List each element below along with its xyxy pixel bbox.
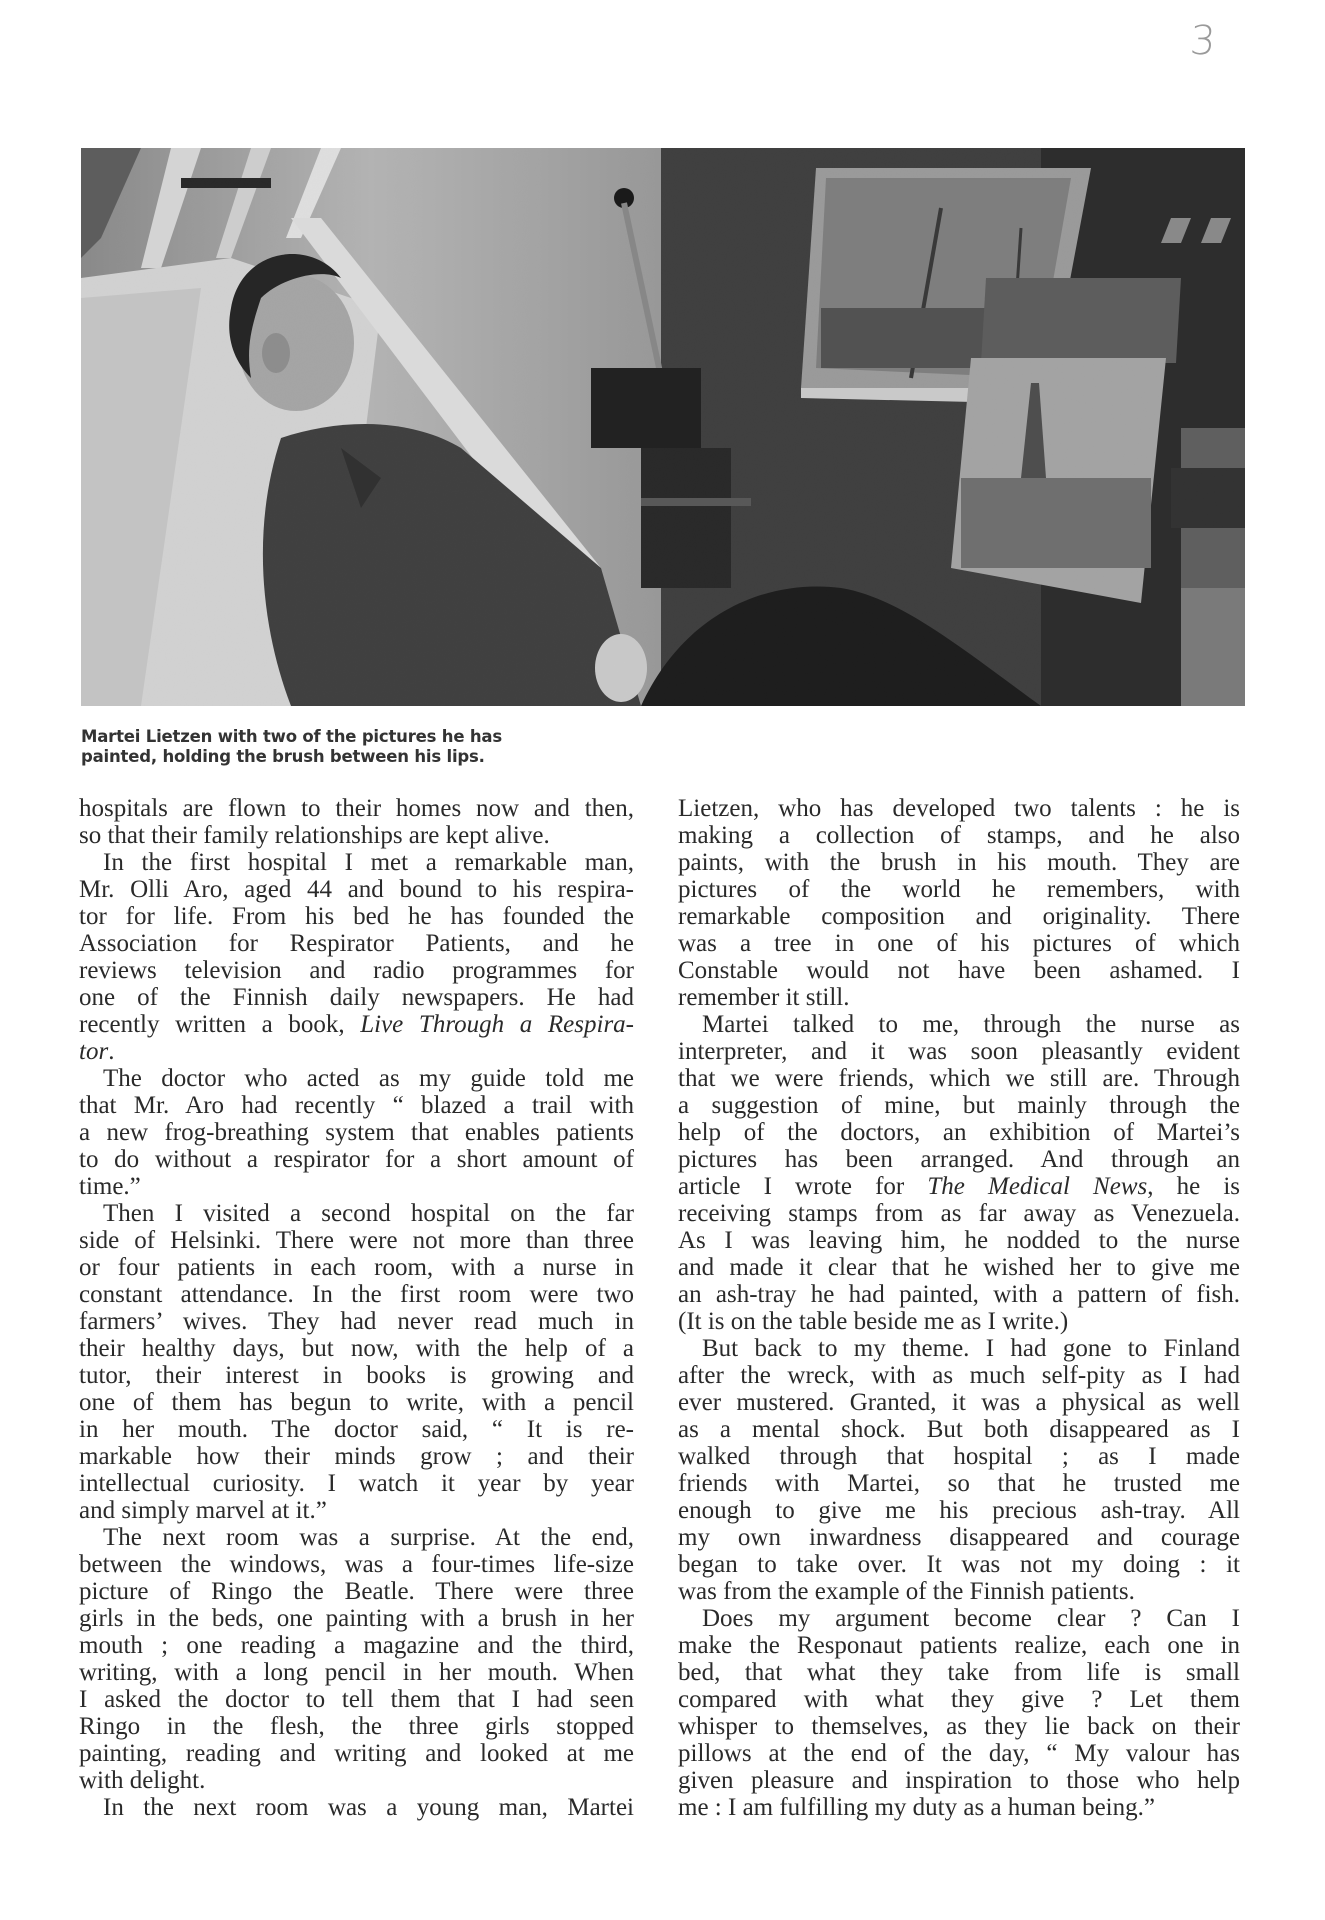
text-line: with delight. xyxy=(79,1767,206,1794)
text-line: compared with what they give ? Let them xyxy=(678,1686,1240,1713)
text-line: tor for life. From his bed he has founded the xyxy=(79,903,634,930)
text-line: friends with Martei, so that he trusted me xyxy=(678,1470,1240,1497)
text-line: pictures has been arranged. And through an xyxy=(678,1146,1240,1173)
text-line: that we were friends, which we still are. Through xyxy=(678,1065,1240,1092)
text-line: pictures of the world he remembers, with xyxy=(678,876,1240,903)
text-line: a suggestion of mine, but mainly through the xyxy=(678,1092,1240,1119)
text-line: after the wreck, with as much self-pity as I had xyxy=(678,1362,1240,1389)
caption-line: painted, holding the brush between his lips. xyxy=(81,747,485,766)
text-line: between the windows, was a four-times life-size xyxy=(79,1551,634,1578)
text-line: constant attendance. In the first room were two xyxy=(79,1281,634,1308)
text-line: in her mouth. The doctor said, “ It is re- xyxy=(79,1416,634,1443)
italic-title: Live Through a Respira- xyxy=(360,1011,634,1038)
text-line: remarkable composition and originality. There xyxy=(678,903,1240,930)
text-segment: . xyxy=(108,1038,115,1065)
text-line: The doctor who acted as my guide told me xyxy=(103,1065,634,1092)
text-line: interpreter, and it was soon pleasantly evident xyxy=(678,1038,1240,1065)
text-line: Association for Respirator Patients, and he xyxy=(79,930,634,957)
text-line: was a tree in one of his pictures of which xyxy=(678,930,1240,957)
text-line: I asked the doctor to tell them that I had seen xyxy=(79,1686,634,1713)
text-line: painting, reading and writing and looked at me xyxy=(79,1740,634,1767)
text-line: to do without a respirator for a short amount of xyxy=(79,1146,634,1173)
text-line: Martei talked to me, through the nurse as xyxy=(702,1011,1240,1038)
italic-title: The Medical News xyxy=(927,1173,1148,1200)
text-line: was from the example of the Finnish patients. xyxy=(678,1578,1135,1605)
text-line: remember it still. xyxy=(678,984,850,1011)
text-line: Then I visited a second hospital on the far xyxy=(103,1200,634,1227)
text-line: and simply marvel at it.” xyxy=(79,1497,327,1524)
text-line: paints, with the brush in his mouth. They are xyxy=(678,849,1240,876)
text-segment: recently written a book, xyxy=(79,1011,361,1038)
text-line: Mr. Olli Aro, aged 44 and bound to his respira- xyxy=(79,876,634,903)
text-line: Does my argument become clear ? Can I xyxy=(702,1605,1240,1632)
text-line: mouth ; one reading a magazine and the third, xyxy=(79,1632,634,1659)
text-line: In the first hospital I met a remarkable man, xyxy=(103,849,634,876)
text-line: tutor, their interest in books is growing and xyxy=(79,1362,634,1389)
text-line: their healthy days, but now, with the help of a xyxy=(79,1335,634,1362)
text-line: girls in the beds, one painting with a brush in her xyxy=(79,1605,634,1632)
text-line: or four patients in each room, with a nurse in xyxy=(79,1254,634,1281)
text-line xyxy=(79,1038,634,1065)
text-line: side of Helsinki. There were not more than three xyxy=(79,1227,634,1254)
article-column-left xyxy=(79,795,634,1821)
text-line: enough to give me his precious ash-tray. All xyxy=(678,1497,1240,1524)
text-line xyxy=(79,1011,634,1038)
text-line: make the Responaut patients realize, each one in xyxy=(678,1632,1240,1659)
text-line: markable how their minds grow ; and their xyxy=(79,1443,634,1470)
text-line: farmers’ wives. They had never read much in xyxy=(79,1308,634,1335)
photo-caption xyxy=(81,727,641,767)
text-line: bed, that what they take from life is small xyxy=(678,1659,1240,1686)
text-segment: article I wrote for xyxy=(678,1173,928,1200)
text-line: my own inwardness disappeared and courage xyxy=(678,1524,1240,1551)
text-line: and made it clear that he wished her to give me xyxy=(678,1254,1240,1281)
italic-title: tor xyxy=(79,1038,109,1065)
text-line: one of them has begun to write, with a pencil xyxy=(79,1389,634,1416)
text-line: time.” xyxy=(79,1173,141,1200)
text-line: receiving stamps from as far away as Venezuela. xyxy=(678,1200,1240,1227)
text-segment: , he is xyxy=(1147,1173,1240,1200)
text-line: writing, with a long pencil in her mouth. When xyxy=(79,1659,634,1686)
text-line: began to take over. It was not my doing : it xyxy=(678,1551,1240,1578)
text-line: Constable would not have been ashamed. I xyxy=(678,957,1240,984)
text-line: picture of Ringo the Beatle. There were three xyxy=(79,1578,634,1605)
text-line: (It is on the table beside me as I write.) xyxy=(678,1308,1069,1335)
text-line: But back to my theme. I had gone to Finland xyxy=(702,1335,1240,1362)
text-line: intellectual curiosity. I watch it year by year xyxy=(79,1470,634,1497)
text-line: As I was leaving him, he nodded to the nurse xyxy=(678,1227,1240,1254)
text-line: an ash-tray he had painted, with a pattern of fish. xyxy=(678,1281,1240,1308)
text-line: whisper to themselves, as they lie back on their xyxy=(678,1713,1240,1740)
text-line: ever mustered. Granted, it was a physical as well xyxy=(678,1389,1240,1416)
caption-line: Martei Lietzen with two of the pictures he has xyxy=(81,727,502,746)
page-number: 3 xyxy=(1188,18,1218,64)
text-line: reviews television and radio programmes for xyxy=(79,957,634,984)
text-line: Lietzen, who has developed two talents : he is xyxy=(678,795,1240,822)
text-line: that Mr. Aro had recently “ blazed a trail with xyxy=(79,1092,634,1119)
article-photo xyxy=(81,148,1245,706)
text-line: a new frog-breathing system that enables patients xyxy=(79,1119,634,1146)
text-line xyxy=(678,1173,1240,1200)
text-line: one of the Finnish daily newspapers. He had xyxy=(79,984,634,1011)
text-line: Ringo in the flesh, the three girls stopped xyxy=(79,1713,634,1740)
text-line: help of the doctors, an exhibition of Martei’s xyxy=(678,1119,1240,1146)
article-column-right xyxy=(678,795,1240,1821)
text-line: pillows at the end of the day, “ My valour has xyxy=(678,1740,1240,1767)
text-line: The next room was a surprise. At the end, xyxy=(103,1524,634,1551)
text-line: so that their family relationships are kept alive. xyxy=(79,822,550,849)
text-line: In the next room was a young man, Martei xyxy=(103,1794,634,1821)
text-line: me : I am fulfilling my duty as a human being.” xyxy=(678,1794,1155,1821)
text-line: as a mental shock. But both disappeared as I xyxy=(678,1416,1240,1443)
photo-illustration xyxy=(81,148,1245,706)
text-line: given pleasure and inspiration to those who help xyxy=(678,1767,1240,1794)
text-line: hospitals are flown to their homes now and then, xyxy=(79,795,634,822)
text-line: making a collection of stamps, and he also xyxy=(678,822,1240,849)
text-line: walked through that hospital ; as I made xyxy=(678,1443,1240,1470)
